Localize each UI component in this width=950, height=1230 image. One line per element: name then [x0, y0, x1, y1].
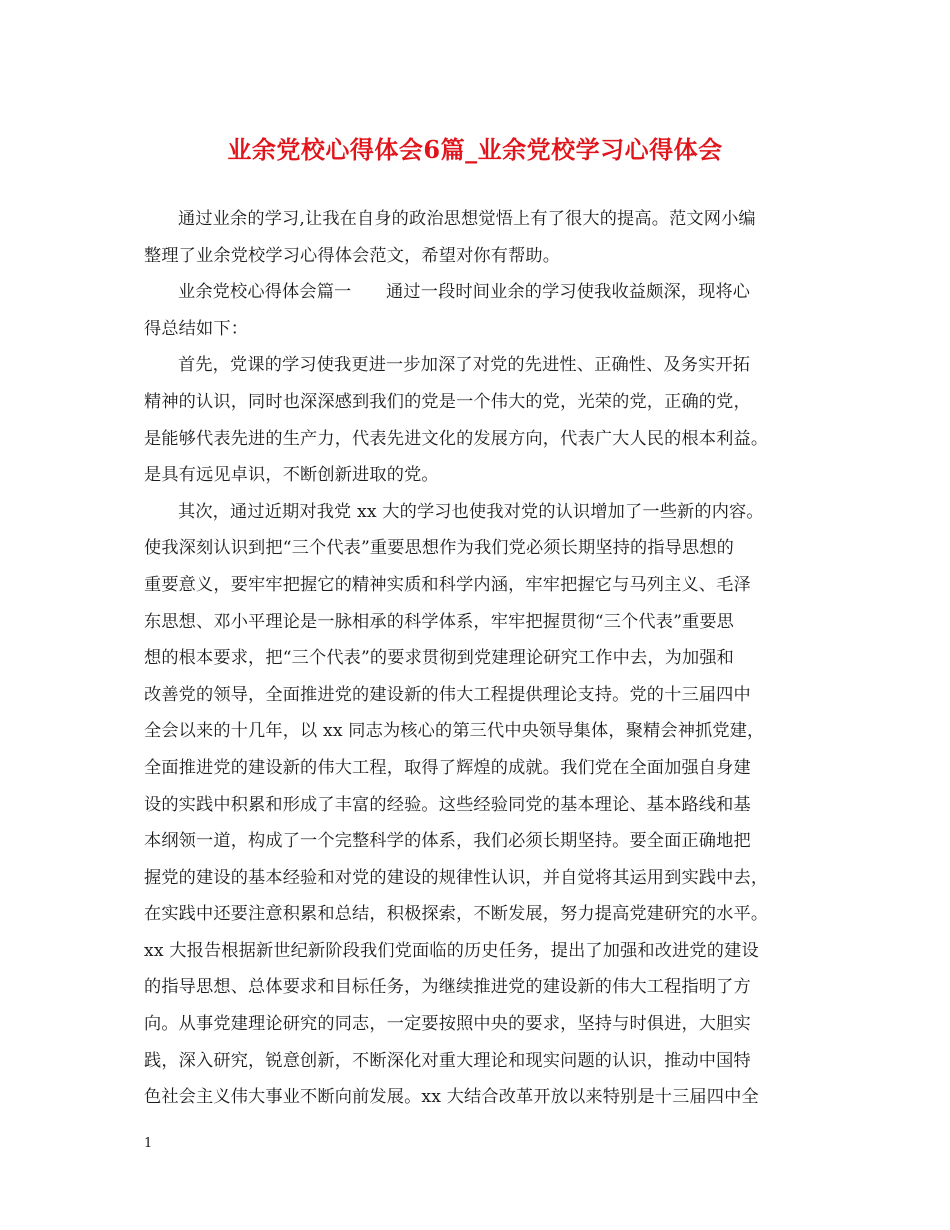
text-line: 践，深入研究，锐意创新，不断深化对重大理论和现实问题的认识，推动中国特 [144, 1050, 751, 1071]
text-line: 在实践中还要注意积累和总结，积极探索，不断发展，努力提高党建研究的水平。 [144, 904, 769, 925]
document-body [144, 201, 834, 1116]
text-line: 向。从事党建理论研究的同志，一定要按照中央的要求，坚持与时俱进，大胆实 [144, 1014, 751, 1035]
text-line: 全面推进党的建设新的伟大工程，取得了辉煌的成就。我们党在全面加强自身建 [144, 757, 751, 778]
text-line: 的指导思想、总体要求和目标任务，为继续推进党的建设新的伟大工程指明了方 [144, 977, 751, 998]
text-line: 通过业余的学习,让我在自身的政治思想觉悟上有了很大的提高。范文网小编 [178, 209, 756, 229]
text-line: 是具有远见卓识，不断创新进取的党。 [144, 465, 439, 486]
text-line: 其次，通过近期对我党 xx 大的学习也使我对党的认识增加了一些新的内容。 [178, 501, 764, 522]
text-line: 得总结如下： [144, 318, 249, 339]
text-line: xx 大报告根据新世纪新阶段我们党面临的历史任务，提出了加强和改进党的建设 [144, 940, 759, 961]
text-line: 改善党的领导，全面推进党的建设新的伟大工程提供理论支持。党的十三届四中 [144, 684, 751, 705]
text-line: 本纲领一道，构成了一个完整科学的体系，我们必须长期坚持。要全面正确地把 [144, 831, 751, 852]
text-line: 全会以来的十几年，以 xx 同志为核心的第三代中央领导集体，聚精会神抓党建， [144, 721, 765, 742]
document-title: 业余党校心得体会6篇_业余党校学习心得体会 [227, 135, 723, 164]
text-line: 使我深刻认识到把“三个代表”重要思想作为我们党必须长期坚持的指导思想的 [144, 538, 735, 559]
text-line: 整理了业余党校学习心得体会范文，希望对你有帮助。 [144, 245, 561, 266]
text-line: 是能够代表先进的生产力，代表先进文化的发展方向，代表广大人民的根本利益。 [144, 428, 769, 449]
text-line: 设的实践中积累和形成了丰富的经验。这些经验同党的基本理论、基本路线和基 [144, 794, 751, 815]
text-line: 业余党校心得体会篇一 通过一段时间业余的学习使我收益颇深，现将心 [178, 282, 751, 303]
text-line: 想的根本要求，把“三个代表”的要求贯彻到党建理论研究工作中去，为加强和 [144, 648, 735, 669]
text-line: 色社会主义伟大事业不断向前发展。xx 大结合改革开放以来特别是十三届四中全 [144, 1087, 759, 1108]
text-line: 首先，党课的学习使我更进一步加深了对党的先进性、正确性、及务实开拓 [178, 355, 751, 376]
text-line: 东思想、邓小平理论是一脉相承的科学体系，牢牢把握贯彻“三个代表”重要思 [144, 611, 735, 632]
text-line: 精神的认识，同时也深深感到我们的党是一个伟大的党，光荣的党，正确的党， [144, 391, 751, 412]
text-line: 重要意义，要牢牢把握它的精神实质和科学内涵，牢牢把握它与马列主义、毛泽 [144, 574, 751, 595]
page-number: 1 [144, 1136, 153, 1151]
text-line: 握党的建设的基本经验和对党的建设的规律性认识，并自觉将其运用到实践中去， [144, 867, 769, 888]
